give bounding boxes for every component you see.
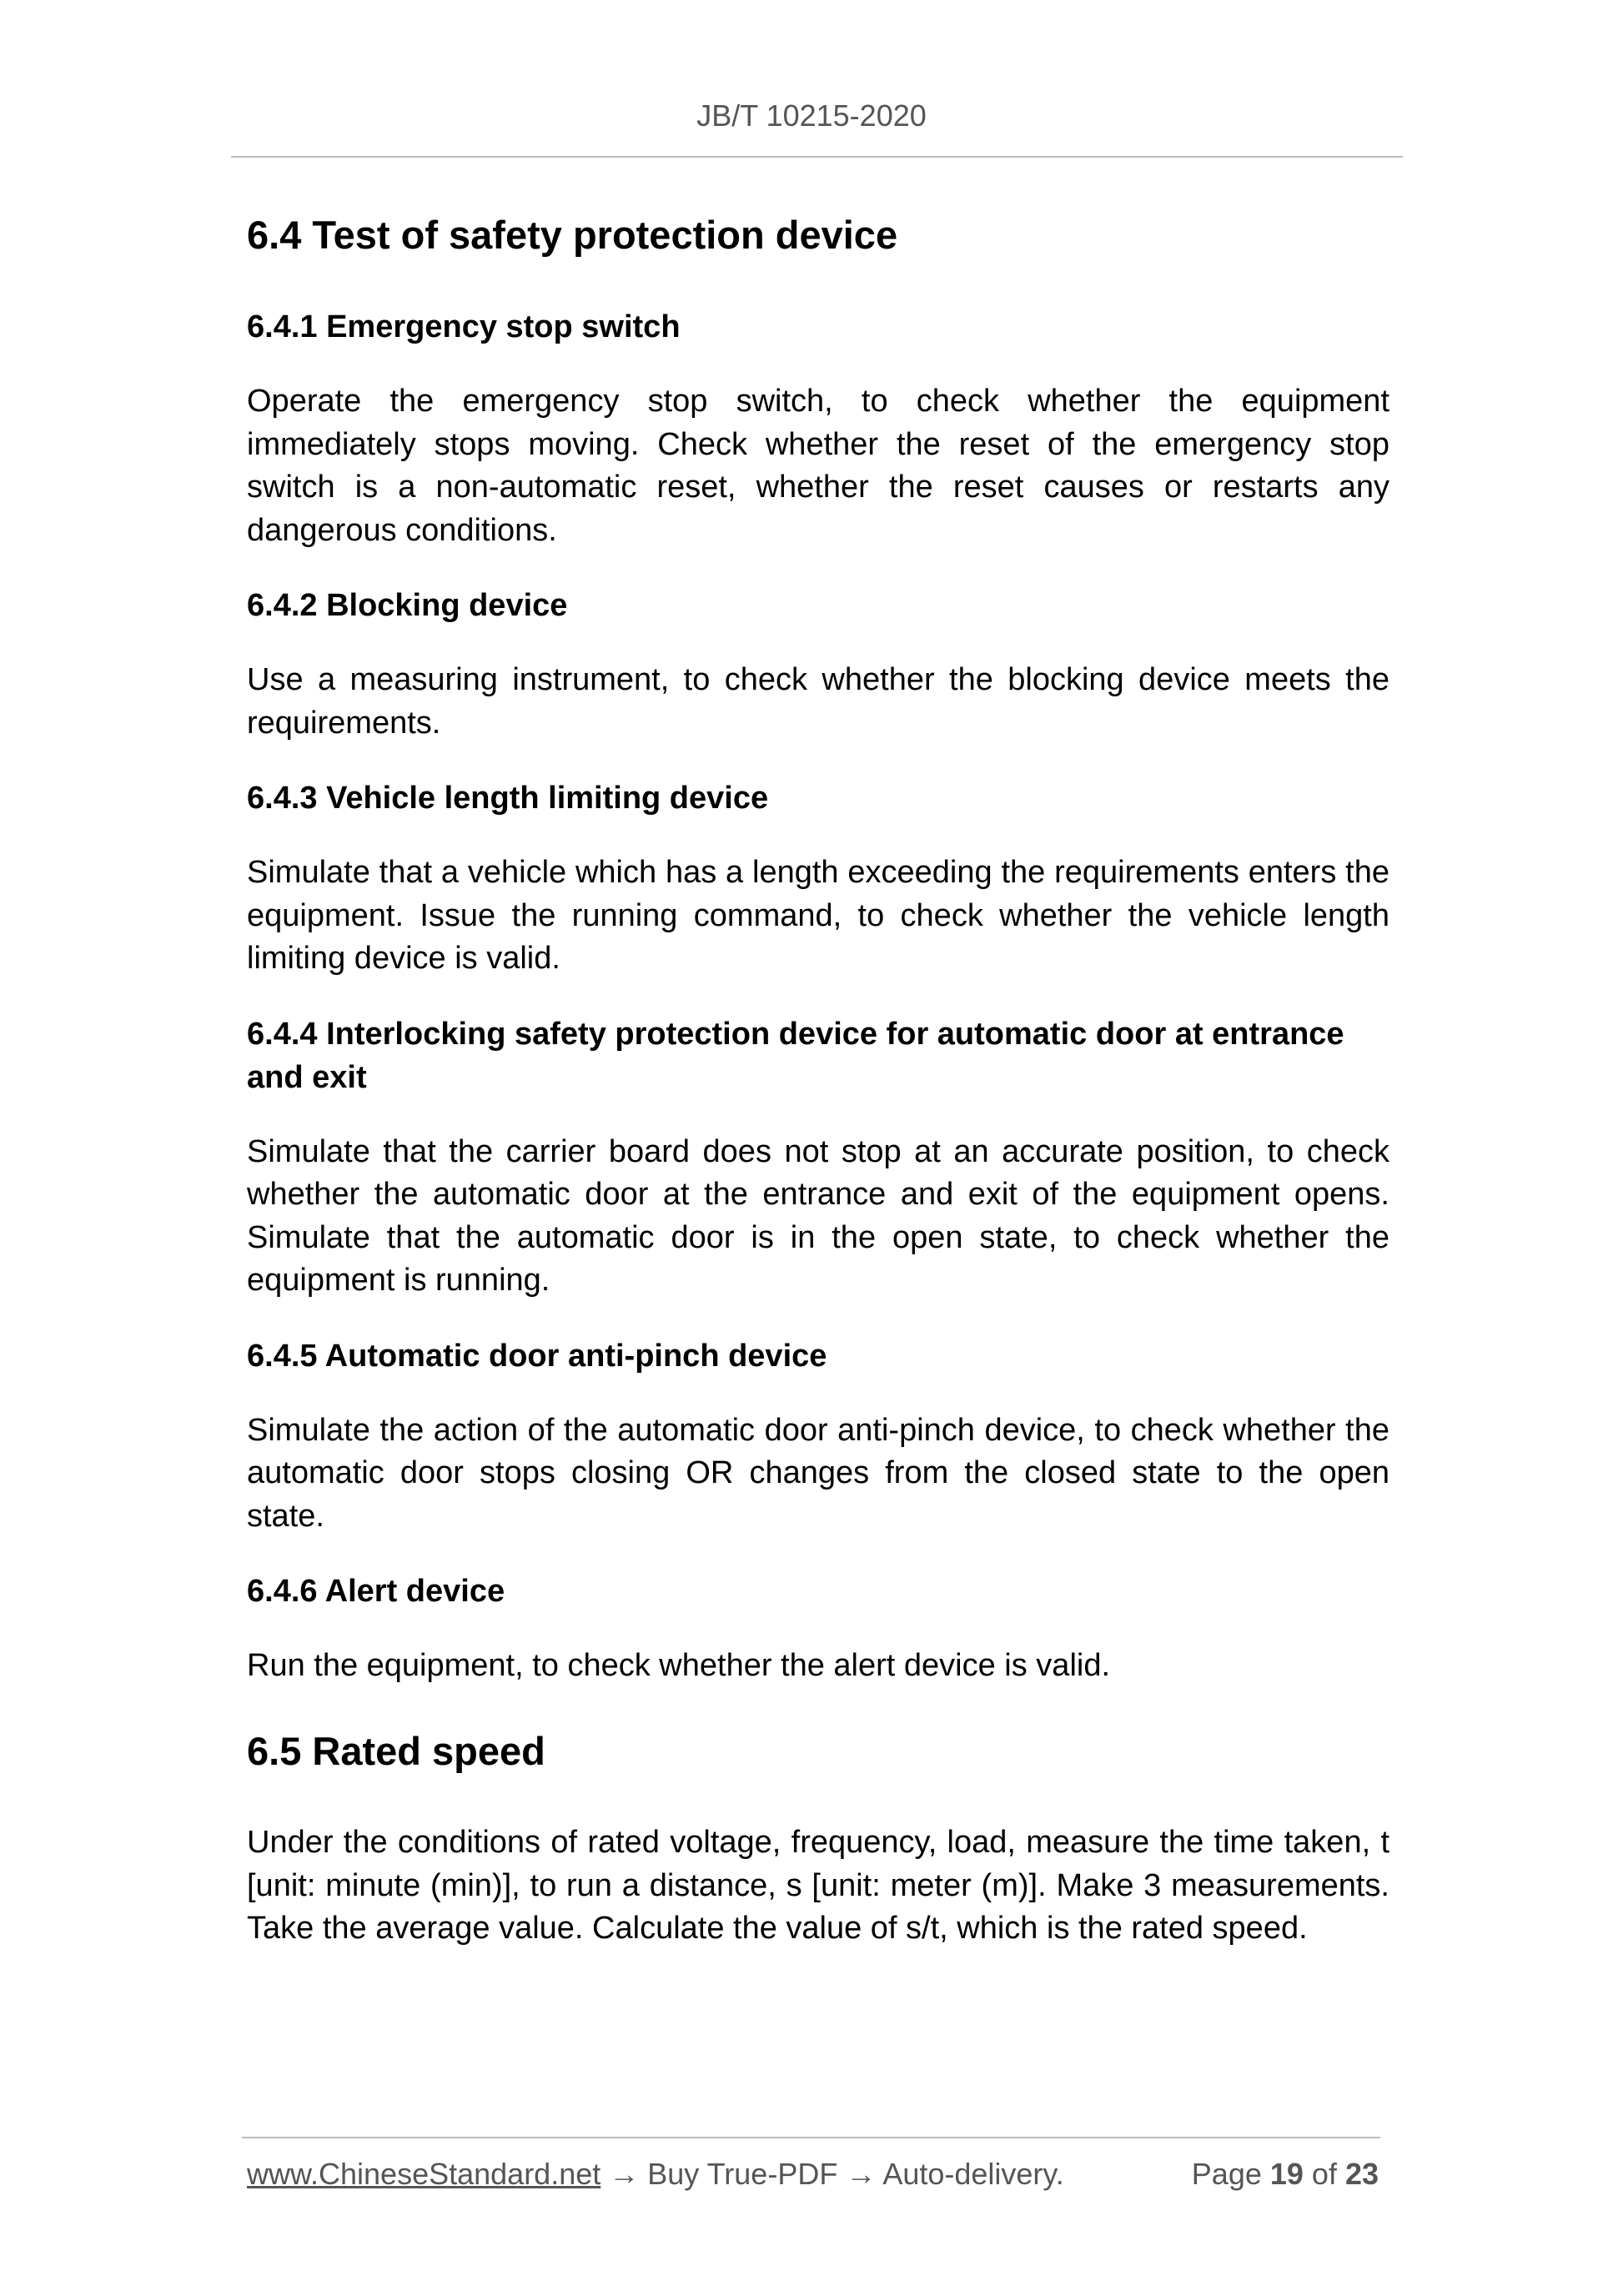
footer-divider	[242, 2137, 1380, 2138]
section-6-4-6-heading: 6.4.6 Alert device	[247, 1574, 505, 1610]
section-6-4-1-body: Operate the emergency stop switch, to check whether the equipment immediately stops moving. Check whether the reset of the emergency stop switch is a non-automatic reset, whether the reset causes or restarts any dangerous conditions.	[247, 384, 1389, 548]
section-6-4-heading: 6.4 Test of safety protection device	[247, 213, 898, 257]
section-6-4-2-heading: 6.4.2 Blocking device	[247, 588, 568, 624]
section-6-4-4-heading: 6.4.4 Interlocking safety protection device for automatic door at entrance and exit	[247, 1016, 1344, 1095]
section-6-4-5-heading: 6.4.5 Automatic door anti-pinch device	[247, 1338, 827, 1374]
section-6-4-4-body: Simulate that the carrier board does not stop at an accurate position, to check whether the automatic door at the entrance and exit of the equipment opens. Simulate that the automatic door is in the open state, to check whether the equipment is running.	[247, 1133, 1389, 1299]
page-label: Page	[1191, 2157, 1270, 2191]
section-6-4-3-heading: 6.4.3 Vehicle length limiting device	[247, 781, 769, 816]
header-divider	[231, 156, 1403, 158]
page-of: of	[1303, 2157, 1345, 2191]
website-link[interactable]: www.ChineseStandard.net	[247, 2157, 601, 2191]
section-6-4-5-body: Simulate the action of the automatic door anti-pinch device, to check whether the automatic door stops closing OR changes from the closed state to the open state.	[247, 1412, 1389, 1534]
page-current: 19	[1269, 2157, 1304, 2191]
section-6-5-heading: 6.5 Rated speed	[247, 1728, 545, 1773]
document-body	[247, 197, 1389, 1982]
section-6-4-1-heading: 6.4.1 Emergency stop switch	[247, 309, 681, 345]
page-number	[1192, 2157, 1379, 2192]
section-6-5-body: Under the conditions of rated voltage, frequency, load, measure the time taken, t [unit: minute (min)], to run a distance, s [unit: meter (m)]. Make 3 measurements. Take the average value. Calculate the value of s/t, which is the rated speed.	[247, 1825, 1389, 1947]
section-6-4-6-body: Run the equipment, to check whether the alert device is valid.	[247, 1648, 1111, 1684]
section-6-4-2-body: Use a measuring instrument, to check whether the blocking device meets the requirements.	[247, 662, 1389, 741]
section-6-4-3-body: Simulate that a vehicle which has a length exceeding the requirements enters the equipment. Issue the running command, to check whether the vehicle length limiting device is valid.	[247, 855, 1389, 977]
footer-promo	[247, 2157, 1064, 2192]
page-header: JB/T 10215-2020	[696, 98, 927, 133]
footer-tagline: → Buy True-PDF → Auto-delivery.	[600, 2157, 1064, 2191]
page-total: 23	[1344, 2157, 1379, 2191]
